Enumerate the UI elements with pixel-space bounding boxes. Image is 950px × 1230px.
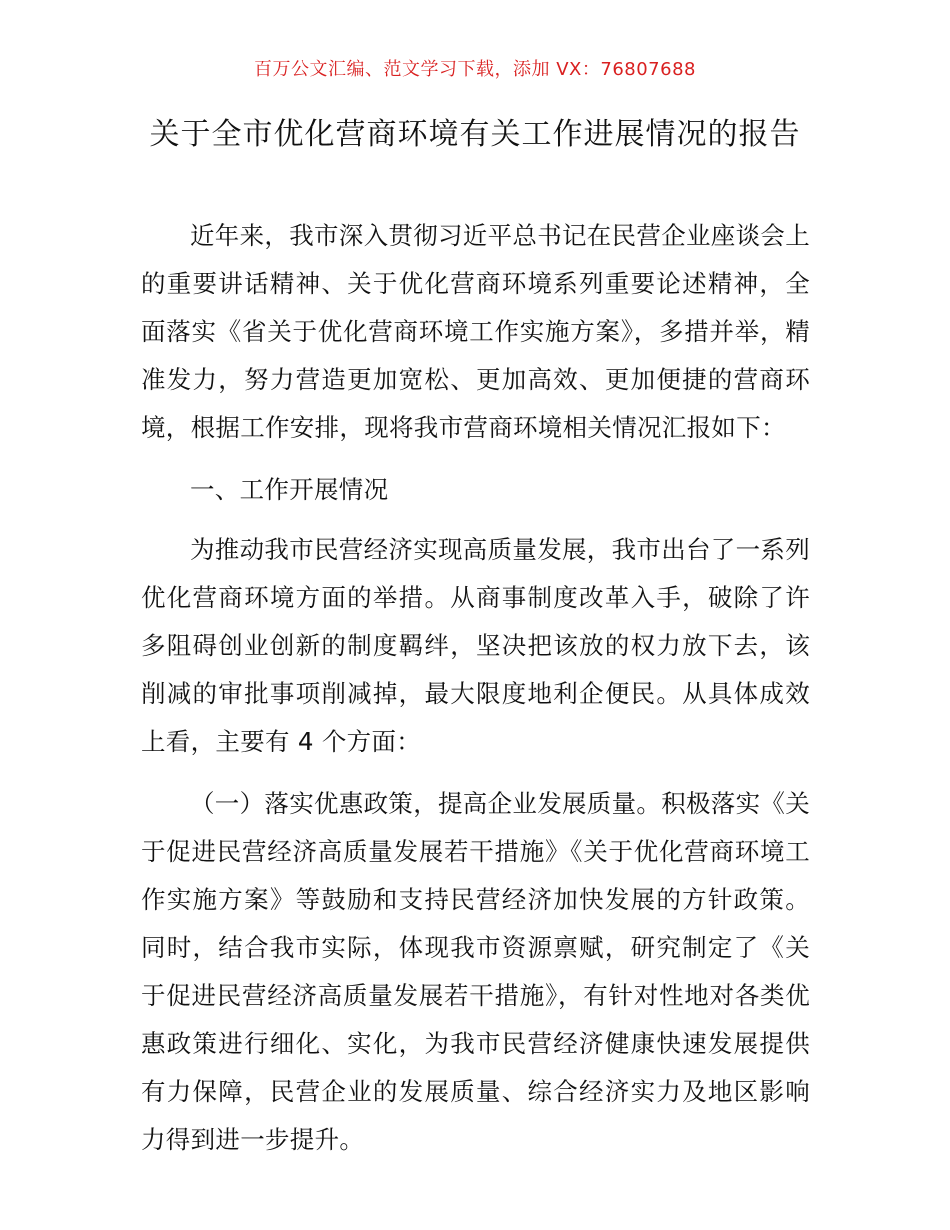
document-title: 关于全市优化营商环境有关工作进展情况的报告 [149,117,801,152]
header-watermark-note: 百万公文汇编、范文学习下载，添加 VX：76807688 [254,59,696,80]
paragraph-intro: 近年来，我市深入贯彻习近平总书记在民营企业座谈会上的重要讲话精神、关于优化营商环境系列重要论述精神，全面落实《省关于优化营商环境工作实施方案》，多措并举，精准发力，努力营造更加宽松、更加高效、更加便捷的营商环境，根据工作安排，现将我市营商环境相关情况汇报如下： [141,221,810,442]
paragraph-measures: 为推动我市民营经济实现高质量发展，我市出台了一系列优化营商环境方面的举措。从商事制度改革入手，破除了许多阻碍创业创新的制度羁绊，坚决把该放的权力放下去，该削减的审批事项削减掉，最大限度地利企便民。从具体成效上看，主要有 4 个方面： [141,535,810,756]
document-body [141,212,810,1174]
paragraph-policy-implementation: （一）落实优惠政策，提高企业发展质量。积极落实《关于促进民营经济高质量发展若干措施》《关于优化营商环境工作实施方案》等鼓励和支持民营经济加快发展的方针政策。同时，结合我市实际，体现我市资源禀赋，研究制定了《关于促进民营经济高质量发展若干措施》，有针对性地对各类优惠政策进行细化、实化，为我市民营经济健康快速发展提供有力保障，民营企业的发展质量、综合经济实力及地区影响力得到进一步提升。 [141,789,810,1154]
section-heading-work-progress: 一、工作开展情况 [190,475,389,504]
